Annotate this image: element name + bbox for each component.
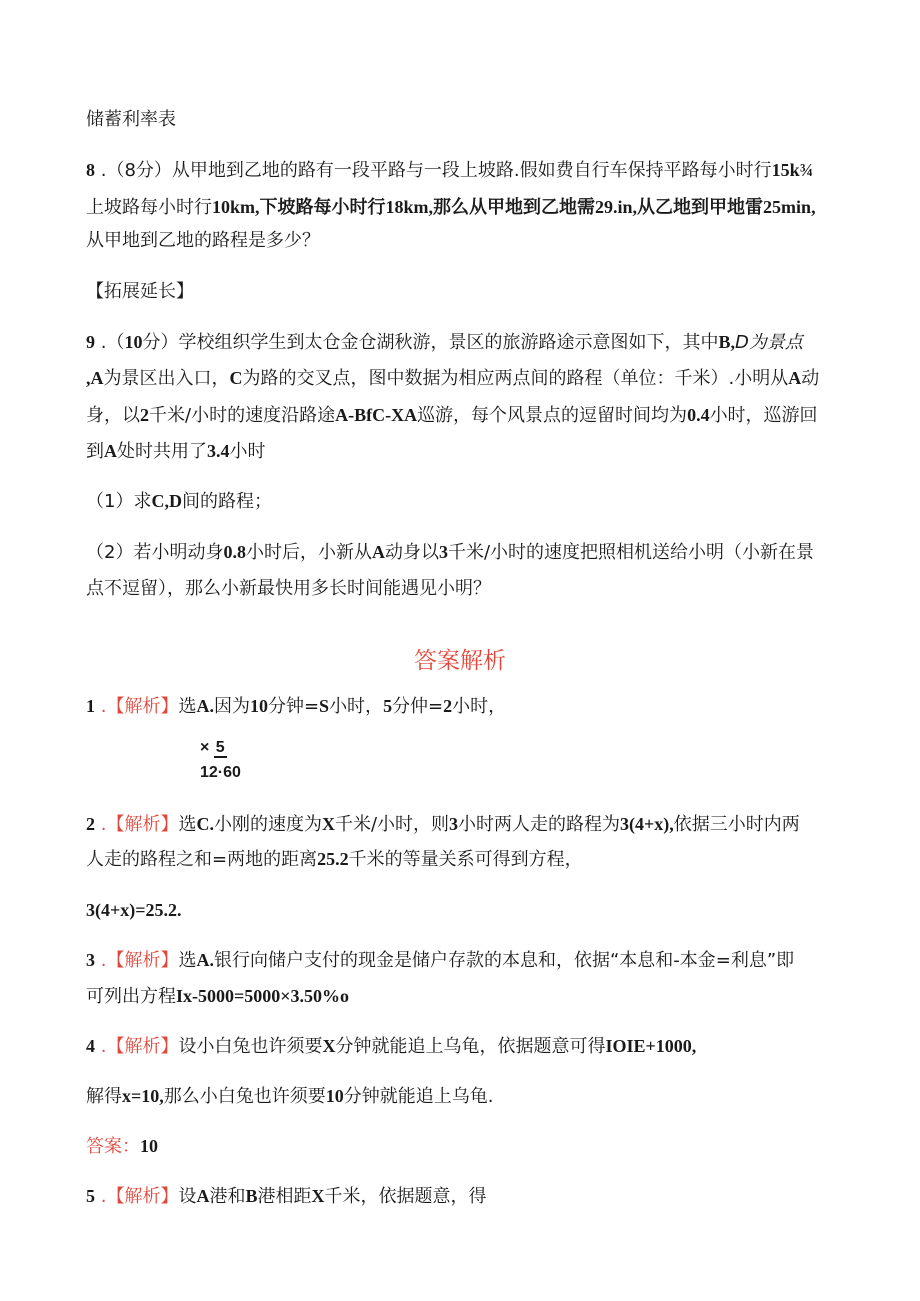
answers-title: 答案解析 — [414, 648, 506, 674]
question-9-line-1: 9 .（10分）学校组织学生到太仓金仓湖秋游，景区的旅游路途示意图如下，其中B,D为景点 — [86, 332, 803, 353]
answer-3-line-2: 可列出方程Ix-5000=5000×3.50%o — [86, 986, 350, 1007]
answer-number: 4 — [86, 1036, 95, 1056]
question-number: 9 — [86, 332, 95, 352]
analysis-tag: .【解析】 — [95, 950, 179, 971]
question-number: 8 — [86, 160, 95, 180]
question-8-line-3: 从甲地到乙地的路程是多少？ — [86, 230, 320, 251]
answer-4-final: 答案：10 — [86, 1136, 158, 1157]
question-9-line-2: ,A为景区出入口，C为路的交叉点，图中数据为相应两点间的路程（单位：千米）.小明从A动 — [86, 368, 820, 389]
fraction-denominator: 12·60 — [200, 764, 241, 781]
question-9-line-3: 身，以2千米/小时的速度沿路途A-BfC-XA巡游，每个风景点的逗留时间均为0.4小时，巡游回 — [86, 405, 818, 426]
answer-number: 5 — [86, 1186, 95, 1206]
analysis-tag: .【解析】 — [95, 1036, 179, 1057]
answer-number: 1 — [86, 696, 95, 716]
question-9-part-1: （1）求C,D间的路程； — [86, 491, 272, 512]
fraction-numerator: × 5 — [200, 739, 225, 756]
answer-5-line-1: 5 .【解析】设A港和B港相距X千米，依据题意，得 — [86, 1186, 487, 1207]
question-8-line-1: 8 .（8分）从甲地到乙地的路有一段平路与一段上坡路.假如费自行车保持平路每小时行15k¾ — [86, 160, 814, 181]
question-9-part-2-line-2: 点不逗留），那么小新最快用多长时间能遇见小明？ — [86, 578, 491, 599]
answer-1-line-1: 1 .【解析】选A.因为10分钟=S小时，5分仲=2小时， — [86, 696, 507, 717]
analysis-tag: .【解析】 — [95, 696, 179, 717]
answer-4-line-2: 解得x=10,那么小白兔也许须要10分钟就能追上乌龟. — [86, 1086, 494, 1107]
extend-heading: 【拓展延长】 — [86, 281, 194, 302]
analysis-tag: .【解析】 — [95, 814, 179, 835]
section-heading: 储蓄利率表 — [86, 109, 176, 130]
answer-2-equation: 3(4+x)=25.2. — [86, 900, 182, 920]
question-9-line-4: 到A处时共用了3.4小时 — [86, 441, 266, 462]
answer-number: 3 — [86, 950, 95, 970]
answer-label: 答案： — [86, 1136, 140, 1157]
analysis-tag: .【解析】 — [95, 1186, 179, 1207]
answer-2-line-1: 2 .【解析】选C.小刚的速度为X千米/小时，则3小时两人走的路程为3(4+x),依据三小时内两 — [86, 814, 800, 835]
question-9-part-2-line-1: （2）若小明动身0.8小时后，小新从A动身以3千米/小时的速度把照相机送给小明（小新在景 — [86, 542, 815, 563]
answer-4-line-1: 4 .【解析】设小白兔也许须要X分钟就能追上乌龟，依据题意可得IOIE+1000, — [86, 1036, 697, 1057]
answer-3-line-1: 3 .【解析】选A.银行向储户支付的现金是储户存款的本息和，依据“本息和-本金=利息”即 — [86, 950, 795, 971]
answer-2-line-2: 人走的路程之和=两地的距离25.2千米的等量关系可得到方程， — [86, 849, 583, 870]
question-8-line-2: 上坡路每小时行10km,下坡路每小时行18km,那么从甲地到乙地需29.in,从乙地到甲地雷25min, — [86, 197, 816, 218]
answer-number: 2 — [86, 814, 95, 834]
